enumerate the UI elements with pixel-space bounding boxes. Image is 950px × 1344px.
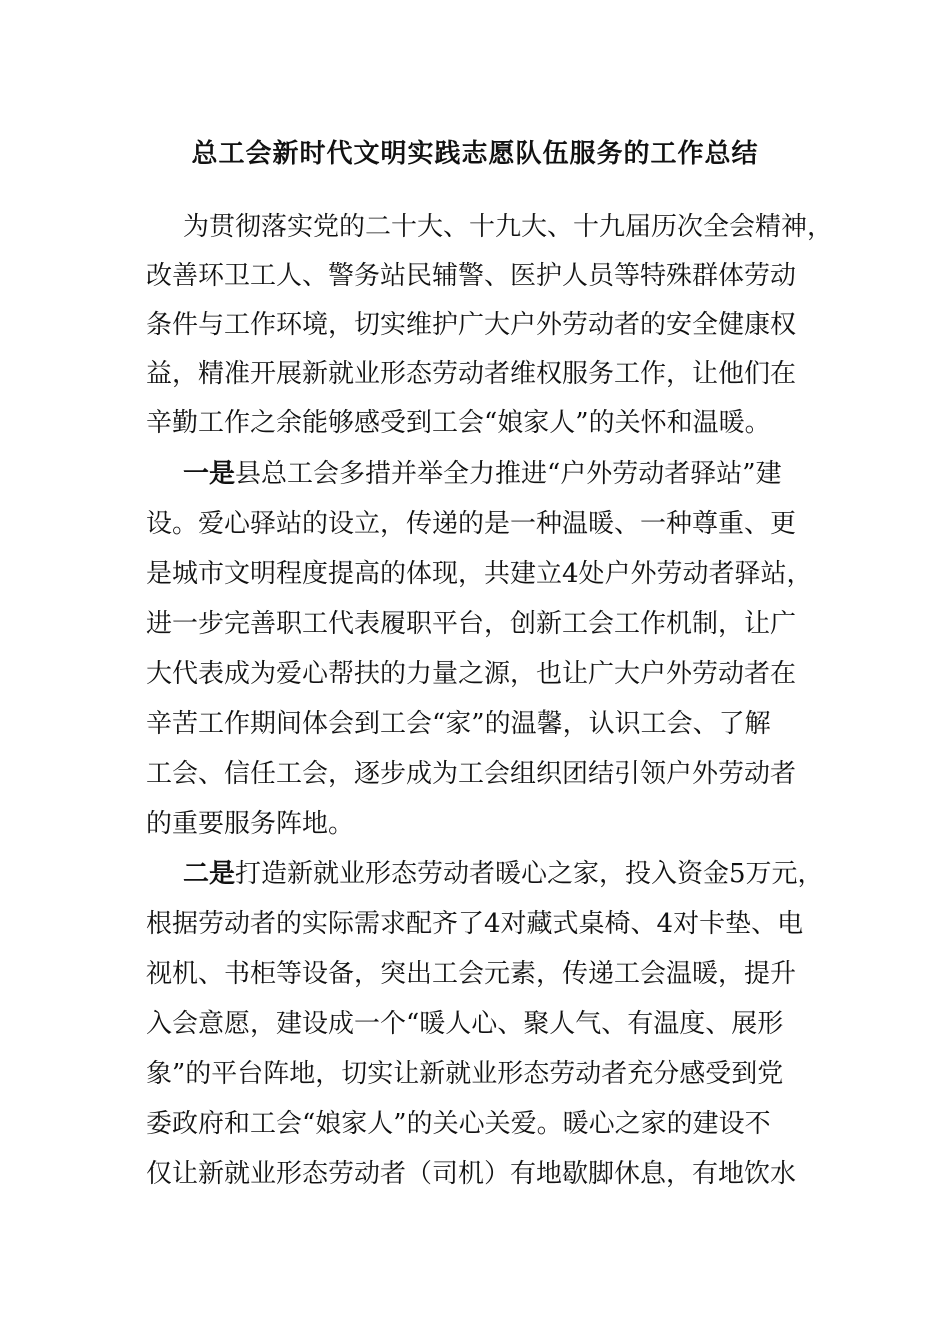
intro-line-3: 条件与工作环境，切实维护广大户外劳动者的安全健康权 — [146, 310, 797, 340]
intro-line-4: 益，精准开展新就业形态劳动者维权服务工作，让他们在 — [146, 359, 797, 389]
section2-first-line — [183, 854, 824, 894]
intro-line-5: 辛勤工作之余能够感受到工会“娘家人”的关怀和温暖。 — [146, 408, 771, 438]
section2-line-2: 根据劳动者的实际需求配齐了4对藏式桌椅、4对卡垫、电 — [146, 909, 804, 939]
section1-first-line-text: 县总工会多措并举全力推进“户外劳动者驿站”建 — [235, 459, 782, 489]
document-title: 总工会新时代文明实践志愿队伍服务的工作总结 — [191, 139, 759, 169]
section1-line-6: 辛苦工作期间体会到工会“家”的温馨，认识工会、了解 — [146, 709, 771, 739]
section2-line-4: 入会意愿，建设成一个“暖人心、聚人气、有温度、展形 — [146, 1009, 784, 1039]
section2-line-5: 象”的平台阵地，切实让新就业形态劳动者充分感受到党 — [146, 1059, 784, 1089]
section1-first-line — [183, 454, 782, 494]
section1-line-8: 的重要服务阵地。 — [146, 809, 355, 839]
section2-line-3: 视机、书柜等设备，突出工会元素，传递工会温暖，提升 — [146, 959, 797, 989]
section1-lead: 一是 — [183, 459, 236, 489]
intro-line-1: 为贯彻落实党的二十大、十九大、十九届历次全会精神， — [183, 212, 834, 242]
section2-lead: 二是 — [183, 859, 236, 889]
section1-line-7: 工会、信任工会，逐步成为工会组织团结引领户外劳动者 — [146, 759, 797, 789]
section2-line-7: 仅让新就业形态劳动者（司机）有地歇脚休息，有地饮水 — [146, 1159, 797, 1189]
section2-first-line-text: 打造新就业形态劳动者暖心之家，投入资金5万元， — [235, 859, 824, 889]
section1-line-4: 进一步完善职工代表履职平台，创新工会工作机制，让广 — [146, 609, 797, 639]
section1-line-2: 设。爱心驿站的设立，传递的是一种温暖、一种尊重、更 — [146, 509, 797, 539]
section1-line-5: 大代表成为爱心帮扶的力量之源，也让广大户外劳动者在 — [146, 659, 797, 689]
section2-line-6: 委政府和工会“娘家人”的关心关爱。暖心之家的建设不 — [146, 1109, 771, 1139]
intro-line-2: 改善环卫工人、警务站民辅警、医护人员等特殊群体劳动 — [146, 261, 797, 291]
section1-line-3: 是城市文明程度提高的体现，共建立4处户外劳动者驿站， — [146, 559, 813, 589]
